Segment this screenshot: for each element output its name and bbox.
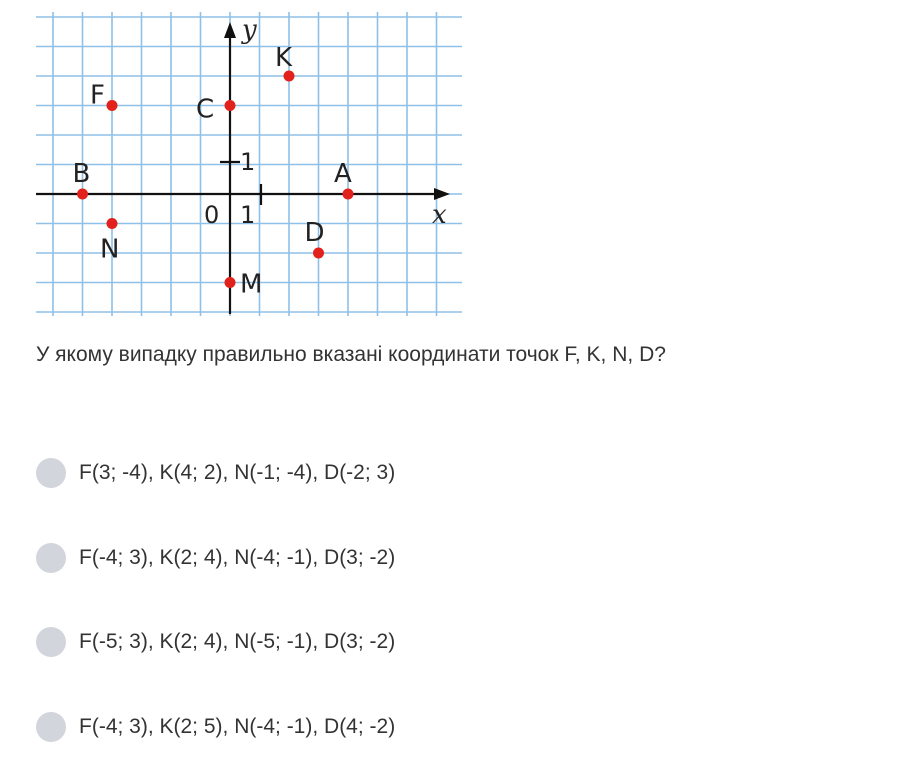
option-label: F(3; -4), K(4; 2), N(-1; -4), D(-2; 3): [79, 461, 396, 484]
option-label: F(-5; 3), K(2; 4), N(-5; -1), D(3; -2): [79, 630, 396, 653]
radio-button[interactable]: [36, 712, 66, 742]
y-unit-label: 1: [240, 148, 256, 176]
point-b: [77, 189, 88, 200]
x-unit-label: 1: [240, 201, 256, 229]
point-label-b: B: [72, 159, 91, 189]
x-axis-label: x: [432, 200, 447, 230]
radio-button[interactable]: [36, 543, 66, 573]
coordinate-plane: [36, 12, 462, 316]
point-d: [313, 248, 324, 259]
answer-option-1[interactable]: [36, 457, 395, 489]
option-label: F(-4; 3), K(2; 4), N(-4; -1), D(3; -2): [79, 546, 396, 569]
point-label-k: K: [275, 43, 293, 73]
point-label-n: N: [100, 234, 120, 265]
point-n: [107, 218, 118, 229]
radio-button[interactable]: [36, 458, 66, 488]
y-axis-label: y: [242, 15, 257, 45]
answer-option-2[interactable]: [36, 542, 395, 574]
coordinate-plane-figure: [36, 12, 462, 316]
point-label-a: A: [334, 159, 352, 189]
x-axis-arrow: [434, 188, 450, 200]
point-c: [225, 100, 236, 111]
origin-label: 0: [204, 201, 220, 229]
answer-option-4[interactable]: [36, 711, 395, 743]
point-label-m: M: [240, 269, 263, 300]
y-axis-arrow: [224, 22, 236, 38]
point-label-c: C: [196, 94, 215, 125]
answer-option-3[interactable]: [36, 626, 395, 658]
points: [73, 43, 354, 300]
point-a: [343, 189, 354, 200]
option-label: F(-4; 3), K(2; 5), N(-4; -1), D(4; -2): [79, 715, 396, 738]
question-text: У якому випадку правильно вказані координати точок F, K, N, D?: [36, 343, 666, 366]
point-label-f: F: [90, 80, 105, 111]
point-label-d: D: [304, 218, 325, 248]
radio-button[interactable]: [36, 627, 66, 657]
point-m: [225, 277, 236, 288]
point-f: [107, 100, 118, 111]
